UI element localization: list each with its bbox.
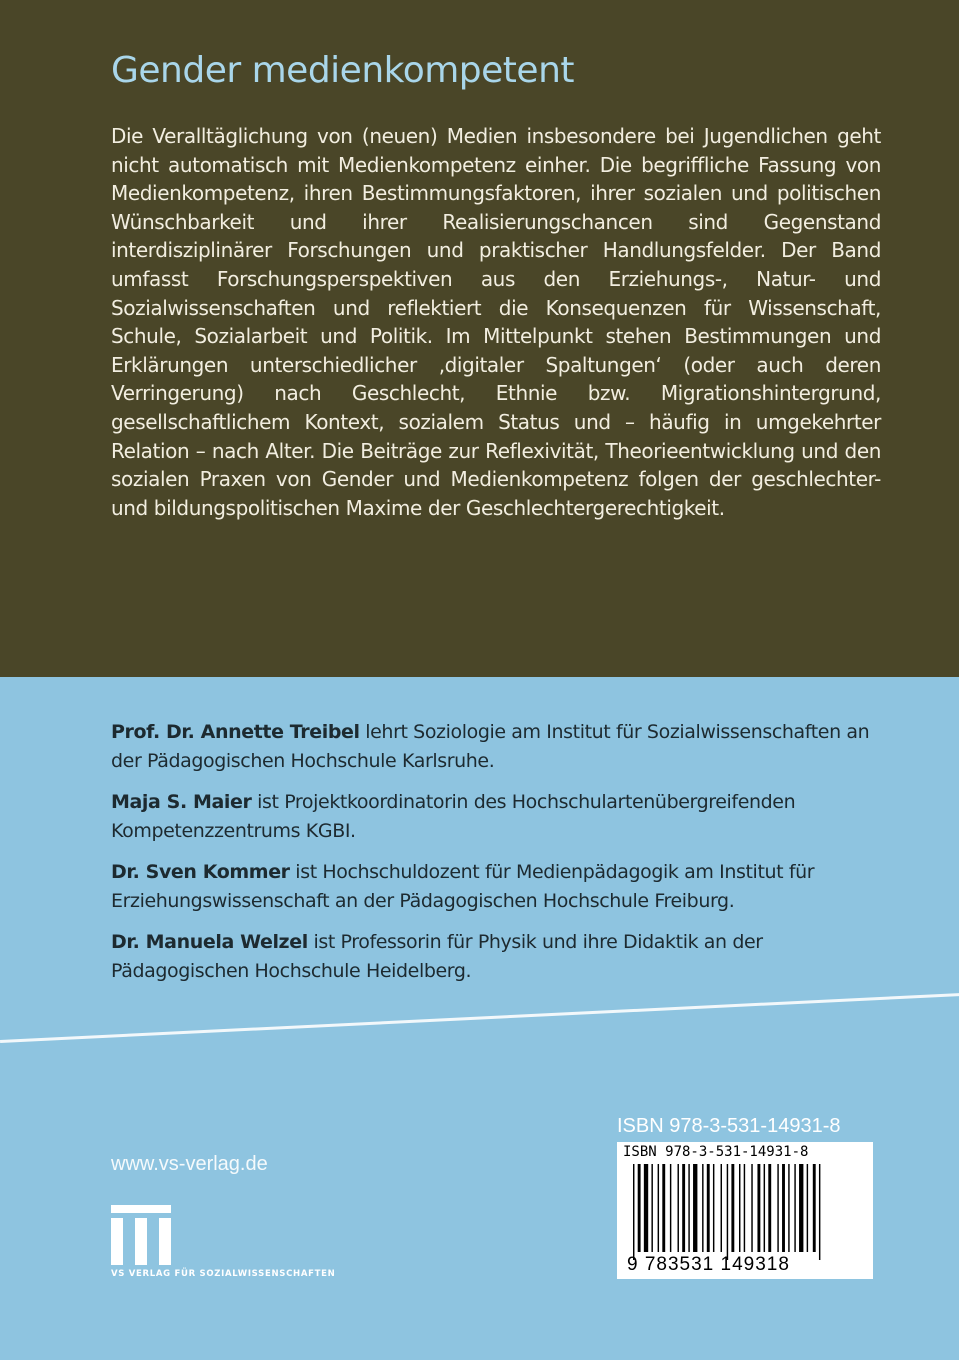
author-name: Dr. Sven Kommer xyxy=(111,861,290,883)
barcode-digits: 9 783531 149318 xyxy=(627,1254,790,1275)
barcode-bar xyxy=(702,1164,703,1252)
barcode-bar xyxy=(751,1164,752,1252)
barcode-bar xyxy=(819,1164,820,1260)
barcode-bar xyxy=(658,1164,659,1252)
barcode-bar xyxy=(794,1164,795,1252)
barcode-bar xyxy=(799,1164,803,1252)
barcode-bar xyxy=(633,1164,634,1260)
barcode-bar xyxy=(731,1164,734,1252)
barcode-bar xyxy=(721,1164,722,1252)
barcode-bar xyxy=(693,1164,697,1252)
barcode-bar xyxy=(682,1164,685,1252)
barcode-bar xyxy=(662,1164,665,1252)
publisher-website: www.vs-verlag.de xyxy=(111,1153,268,1175)
barcode-bar xyxy=(782,1164,785,1252)
publisher-name: VS VERLAG FÜR SOZIALWISSENSCHAFTEN xyxy=(111,1269,336,1279)
author-bio xyxy=(111,788,891,845)
barcode-bar xyxy=(757,1164,760,1252)
author-name: Prof. Dr. Annette Treibel xyxy=(111,721,360,743)
author-name: Dr. Manuela Welzel xyxy=(111,931,308,953)
barcode-bar xyxy=(744,1164,745,1252)
barcode-bar xyxy=(707,1164,710,1252)
barcode-bar xyxy=(813,1164,816,1252)
author-bio xyxy=(111,718,891,775)
author-list xyxy=(111,718,891,998)
isbn-label: ISBN 978-3-531-14931-8 xyxy=(617,1115,841,1137)
publisher-logo-icon xyxy=(111,1205,171,1265)
barcode xyxy=(617,1142,873,1279)
author-bio xyxy=(111,928,891,985)
barcode-isbn: ISBN 978-3-531-14931-8 xyxy=(623,1144,809,1160)
description-panel xyxy=(0,0,959,677)
barcode-bar xyxy=(788,1164,789,1252)
barcode-bar xyxy=(739,1164,740,1252)
author-bio xyxy=(111,858,891,915)
author-description: ist Projektkoordinatorin des Hochschulartenübergreifenden Kompetenzzentrums KGBI. xyxy=(111,791,796,842)
author-name: Maja S. Maier xyxy=(111,791,252,813)
author-description: ist Professorin für Physik und ihre Didaktik an der Pädagogischen Hochschule Heidelberg. xyxy=(111,931,763,982)
barcode-bar xyxy=(670,1164,671,1252)
barcode-bar xyxy=(807,1164,808,1252)
barcode-bar xyxy=(727,1164,728,1260)
barcode-bar xyxy=(651,1164,652,1252)
author-description: lehrt Soziologie am Institut für Sozialwissenschaften an der Pädagogischen Hochschule Karlsruhe. xyxy=(111,721,870,772)
barcode-bar xyxy=(638,1164,641,1252)
author-description: ist Hochschuldozent für Medienpädagogik am Institut für Erziehungswissenschaft an der Pädagogischen Hochschule Freiburg. xyxy=(111,861,815,912)
barcode-bar xyxy=(768,1164,771,1252)
barcode-bar xyxy=(644,1164,648,1252)
barcode-bar xyxy=(777,1164,778,1252)
barcode-bar xyxy=(713,1164,714,1252)
book-description: Die Veralltäglichung von (neuen) Medien insbesondere bei Jugendlichen geht nicht automatisch mit Medienkompetenz einher. Die begriffliche Fassung von Medienkompetenz, ihren Bestimmungsfaktoren, ihrer sozialen und politischen Wünschbarkeit und ihrer Realisierungschancen sind Gegenstand interdisziplinärer Forschungen und praktischer Handlungsfelder. Der Band umfasst Forschungsperspektiven aus den Erziehungs-, Natur- und Sozialwissenschaften und reflektiert die Konsequenzen für Wissenschaft, Schule, Sozialarbeit und Politik. Im Mittelpunkt stehen Bestimmungen und Erklärungen unterschiedlicher ‚digitaler Spaltungen‘ (oder auch deren Verringerung) nach Geschlecht, Ethnie bzw. Migrationshintergrund, gesellschaftlichem Kontext, sozialem Status und – häufig in umgekehrter Relation – nach Alter. Die Beiträge zur Reflexivität, Theorieentwicklung und den sozialen Praxen von Gender und Medienkompetenz folgen der geschlechter- und bildungspolitischen Maxime der Geschlechtergerechtigkeit. xyxy=(111,124,881,520)
barcode-bar xyxy=(678,1164,679,1252)
book-title: Gender medienkompetent xyxy=(111,50,574,91)
barcode-bar xyxy=(688,1164,689,1252)
barcode-bar xyxy=(764,1164,765,1252)
